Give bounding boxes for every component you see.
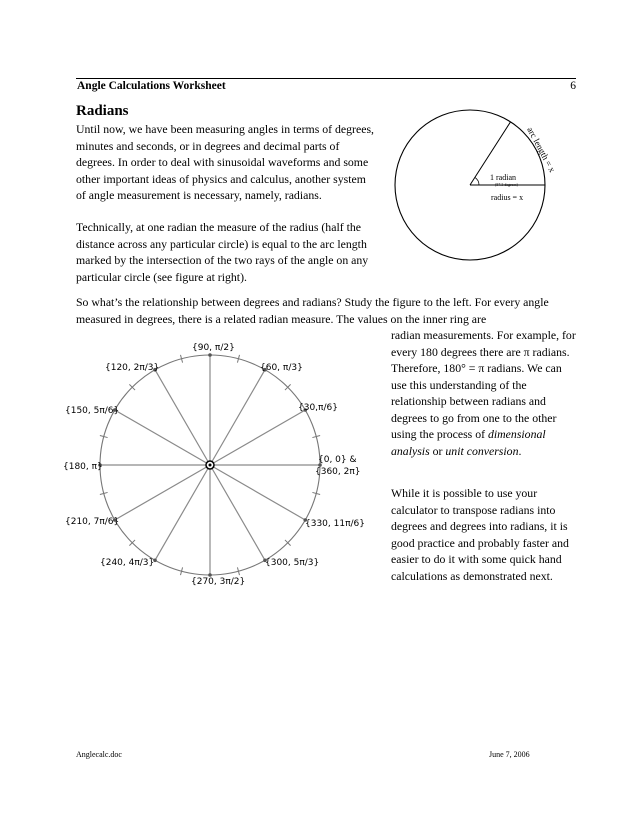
footer-date: June 7, 2006 [489, 750, 530, 759]
label-270: {270, 3π/2} [191, 577, 246, 587]
spoke-300 [210, 465, 265, 560]
spoke-240 [155, 465, 210, 560]
term-dimensional-analysis: dimensional analysis [391, 427, 546, 458]
spoke-330 [210, 465, 305, 520]
header-title: Angle Calculations Worksheet [77, 80, 226, 92]
term-or: or [429, 443, 446, 458]
label-180: {180, π} [63, 462, 103, 472]
angle-arc [475, 177, 479, 185]
intro-paragraph: Until now, we have been measuring angles in terms of degrees, minutes and seconds, or in degrees and decimal parts of degrees. In order to deal with sinusoidal waveforms and some other important ideas of physics and calculus, another system of angle measurement is necessary, namely, radians. [76, 122, 374, 202]
spoke-60 [210, 370, 265, 465]
dot-90 [208, 353, 212, 357]
relationship-continued-paragraph [391, 327, 576, 459]
term-unit-conversion: unit conversion [445, 443, 519, 458]
header-rule [76, 78, 576, 79]
label-330: {330, 11π/6} [305, 519, 365, 529]
label-360: {360, 2π} [315, 467, 361, 477]
degrees-sublabel: (57.3 degrees) [495, 182, 518, 187]
label-150: {150, 5π/6} [65, 406, 120, 416]
footer-filename: Anglecalc.doc [76, 750, 122, 759]
term-period: . [518, 443, 522, 458]
definition-paragraph: Technically, at one radian the measure of the radius (half the distance across any particular circle) is equal to the arc length marked by the intersection of the two rays of the angle on any particular circle (see figure at right). [76, 220, 369, 284]
spoke-30 [210, 410, 305, 465]
radian-figure [380, 110, 580, 270]
one-radian-label: 1 radian [490, 173, 516, 182]
spoke-120 [155, 370, 210, 465]
label-30: {30,π/6} [298, 403, 338, 413]
label-120: {120, 2π/3} [105, 363, 160, 373]
spoke-150 [115, 410, 210, 465]
label-0: {0, 0} & [318, 455, 357, 465]
spoke-210 [115, 465, 210, 520]
unit-circle-figure [60, 335, 390, 595]
radius-label: radius = x [491, 193, 524, 202]
relationship-paragraph: So what’s the relationship between degrees and radians? Study the figure to the left. For every angle measured in degrees, there is a related radian measure. The values on the inner ring are [76, 295, 549, 326]
section-title: Radians [76, 103, 129, 119]
page-number: 6 [570, 80, 576, 92]
arc-length-label: arc length = x [525, 125, 558, 174]
label-90: {90, π/2} [192, 343, 235, 353]
center-point-inner [209, 464, 212, 467]
label-210: {210, 7π/6} [65, 517, 120, 527]
relationship-continued-text: radian measurements. For example, for every 180 degrees there are π radians. Therefore, 180° = π radians. We can use this understanding of the relationship between radians and degrees to go from one to the other using the process of [391, 328, 576, 441]
label-60: {60, π/3} [260, 363, 303, 373]
label-300: {300, 5π/3} [265, 558, 320, 568]
label-240: {240, 4π/3} [100, 558, 155, 568]
calculator-paragraph: While it is possible to use your calculator to transpose radians into degrees and degrees into radians, it is good practice and probably faster and easier to do it with some quick hand calculations as demonstrated next. [391, 486, 569, 583]
